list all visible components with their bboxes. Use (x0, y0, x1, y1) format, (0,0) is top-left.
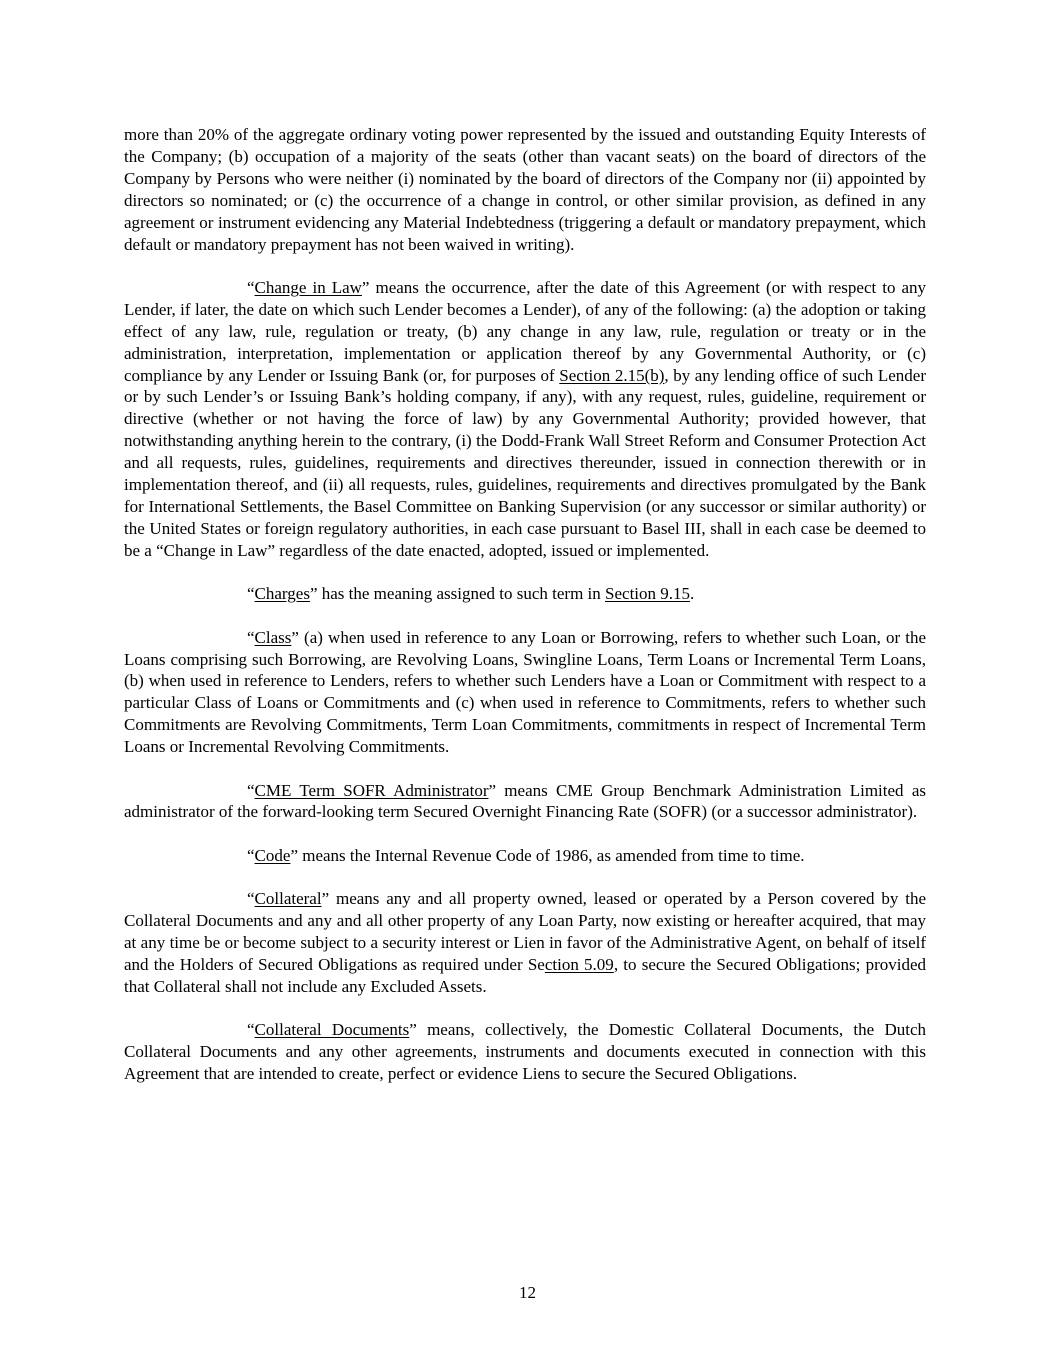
open-quote: “ (247, 780, 255, 800)
definition-cme-term-sofr-administrator (124, 780, 926, 824)
definition-code (124, 845, 926, 867)
defined-term: Collateral (254, 889, 322, 909)
document-page (124, 124, 926, 1107)
definition-text: . (690, 584, 695, 604)
definition-text: ” (a) when used in reference to any Loan or Borrowing, refers to whether such Loan, or the Loans comprising such Borrowing, are Revolving Loans, Swingline Loans, Term Loans or Incremental Term Loans, (b) when used in reference to Lenders, refers to whether such Lenders have a Loan or Commitment with respect to a particular Class of Loans or Commitments and (c) when used in reference to Commitments, refers to whether such Commitments are Revolving Commitments, Term Loan Commitments, commitments in respect of Incremental Term Loans or Incremental Revolving Commitments. (124, 627, 926, 757)
defined-term: Change in Law (254, 277, 362, 297)
definition-text: , by any lending office of such Lender or by such Lender’s or Issuing Bank’s holding company, if any), with any request, rules, guideline, requirement or directive (whether or not having the force of law) by any Governmental Authority; provided however, that notwithstanding anything herein to the contrary, (i) the Dodd-Frank Wall Street Reform and Consumer Protection Act and all requests, rules, guidelines, requirements and directives thereunder, issued in connection therewith or in implementation thereof, and (ii) all requests, rules, guidelines, requirements and directives promulgated by the Bank for International Settlements, the Basel Committee on Banking Supervision (or any successor or similar authority) or the United States or foreign regulatory authorities, in each case pursuant to Basel III, shall in each case be deemed to be a “Change in Law” regardless of the date enacted, adopted, issued or implemented. (124, 365, 926, 560)
defined-term: Class (254, 627, 292, 647)
open-quote: “ (247, 1020, 255, 1040)
definition-text: ” means any and all property owned, leased or operated by a Person covered by the Collateral Documents and any and all other property of any Loan Party, now existing or hereafter acquired, that may at any time be or become subject to a security interest or Lien in favor of the Administrative Agent, on behalf of itself and the Holders of Secured Obligations as required under Se (124, 889, 926, 974)
defined-term: Charges (254, 584, 310, 604)
definition-class (124, 627, 926, 758)
definition-text: ” means CME Group Benchmark Administration Limited as administrator of the forward-looking term Secured Overnight Financing Rate (SOFR) (or a successor administrator). (124, 780, 926, 822)
defined-term: Code (254, 845, 291, 865)
page-number: 12 (519, 1283, 536, 1302)
definition-charges (124, 583, 926, 605)
definition-text: ” means the Internal Revenue Code of 1986, as amended from time to time. (290, 845, 805, 865)
continuation-paragraph: more than 20% of the aggregate ordinary voting power represented by the issued and outstanding Equity Interests of the Company; (b) occupation of a majority of the seats (other than vacant seats) on the board of directors of the Company by Persons who were neither (i) nominated by the board of directors of the Company nor (ii) appointed by directors so nominated; or (c) the occurrence of a change in control, or other similar provision, as defined in any agreement or instrument evidencing any Material Indebtedness (triggering a default or mandatory prepayment, which default or mandatory prepayment has not been waived in writing). (124, 125, 926, 254)
definition-text: ” has the meaning assigned to such term in (309, 584, 606, 604)
open-quote: “ (247, 584, 255, 604)
defined-term: CME Term SOFR Administrator (254, 780, 489, 800)
definition-change-in-law (124, 277, 926, 562)
definition-collateral (124, 888, 926, 998)
open-quote: “ (247, 845, 255, 865)
section-reference: ction 5.09 (544, 955, 614, 974)
definition-text: , to secure the Secured Obligations; provided that Collateral shall not include any Excluded Assets. (124, 955, 927, 996)
open-quote: “ (247, 889, 255, 909)
definition-text: ” means the occurrence, after the date of this Agreement (or with respect to any Lender, if later, the date on which such Lender becomes a Lender), of any of the following: (a) the adoption or taking effect of any law, rule, regulation or treaty, (b) any change in any law, rule, regulation or treaty or in the administration, interpretation, implementation or application thereof by any Governmental Authority, or (c) compliance by any Lender or Issuing Bank (or, for purposes of (124, 277, 926, 385)
definition-collateral-documents (124, 1019, 926, 1085)
open-quote: “ (247, 277, 255, 297)
section-reference: Section 9.15 (605, 584, 691, 604)
open-quote: “ (247, 627, 255, 647)
definition-text: ” means, collectively, the Domestic Collateral Documents, the Dutch Collateral Documents and any other agreements, instruments and documents executed in connection with this Agreement that are intended to create, perfect or evidence Liens to secure the Secured Obligations. (124, 1020, 926, 1084)
section-reference: Section 2.15(b) (559, 365, 665, 385)
defined-term: Collateral Documents (254, 1020, 410, 1040)
